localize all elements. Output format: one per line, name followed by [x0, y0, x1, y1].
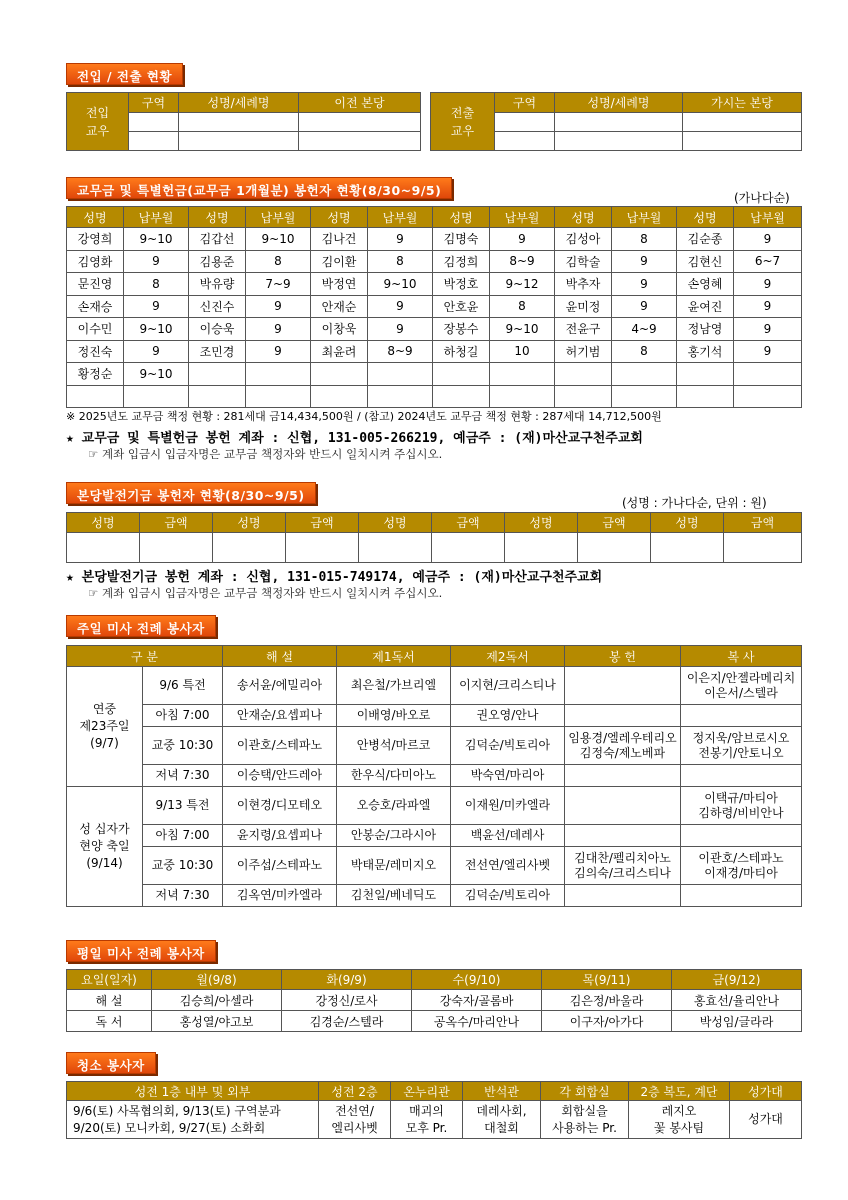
- table-cell: [286, 533, 359, 563]
- sunday-mass-time: 아침 7:00: [143, 705, 223, 727]
- sunday-cell: 김옥연/미카엘라: [223, 885, 337, 907]
- weekday-header: 목(9/11): [542, 970, 672, 990]
- development-header: 금액: [432, 513, 505, 533]
- table-row: [67, 1011, 802, 1032]
- table-cell: 김은정/바울라: [542, 990, 672, 1011]
- table-row: [67, 1101, 802, 1139]
- dues-month-cell: [124, 385, 189, 408]
- transfer-out-header: 구역: [495, 93, 555, 113]
- dues-name-cell: 박유량: [189, 273, 246, 296]
- sunday-cell: [681, 705, 802, 727]
- dues-name-cell: [555, 385, 612, 408]
- cleaning-cell: 성가대: [730, 1101, 802, 1139]
- sunday-cell: 송서윤/에밀리아: [223, 667, 337, 705]
- table-cell: [67, 533, 140, 563]
- transfer-out-header: 성명/세례명: [555, 93, 683, 113]
- table-cell: [179, 113, 299, 132]
- dues-month-cell: 8: [246, 250, 311, 273]
- sunday-section-title: 주일 미사 전례 봉사자: [66, 615, 216, 637]
- sunday-cell: 박태문/레미지오: [337, 847, 451, 885]
- dues-name-cell: 김성아: [555, 228, 612, 251]
- sunday-cell: [565, 765, 681, 787]
- dues-name-cell: [311, 385, 368, 408]
- weekday-header: 요일(일자): [67, 970, 152, 990]
- sunday-cell: 이은지/안젤라메리치 이은서/스텔라: [681, 667, 802, 705]
- dues-name-cell: 손재승: [67, 295, 124, 318]
- sunday-cell: [681, 825, 802, 847]
- dues-month-cell: [490, 385, 555, 408]
- cleaning-section-title: 청소 봉사자: [66, 1052, 156, 1074]
- table-row: [67, 340, 802, 363]
- dues-month-cell: [612, 363, 677, 386]
- dues-month-cell: 9: [612, 250, 677, 273]
- dues-month-cell: 9~10: [490, 318, 555, 341]
- transfer-out-table: [430, 92, 802, 151]
- sunday-cell: 한우식/다미아노: [337, 765, 451, 787]
- development-section-title: 본당발전기금 봉헌자 현황(8/30~9/5): [66, 482, 316, 504]
- dues-header: 납부월: [246, 207, 311, 228]
- dues-name-cell: 정남영: [677, 318, 734, 341]
- sunday-mass-time: 교중 10:30: [143, 727, 223, 765]
- table-cell: [651, 533, 724, 563]
- cleaning-header: 온누리관: [391, 1082, 463, 1101]
- table-cell: [299, 132, 421, 151]
- dues-month-cell: 9~10: [124, 228, 189, 251]
- table-cell: [555, 113, 683, 132]
- sunday-cell: [565, 705, 681, 727]
- cleaning-header: 반석관: [463, 1082, 541, 1101]
- weekday-header: 수(9/10): [412, 970, 542, 990]
- table-row: [67, 705, 802, 727]
- dues-name-cell: 김영화: [67, 250, 124, 273]
- sunday-cell: [565, 787, 681, 825]
- dues-header: 성명: [67, 207, 124, 228]
- sunday-header: 복 사: [681, 646, 802, 667]
- sunday-mass-time: 교중 10:30: [143, 847, 223, 885]
- dues-name-cell: 김현신: [677, 250, 734, 273]
- table-cell: 홍성열/야고보: [152, 1011, 282, 1032]
- transfer-in-header: 구역: [129, 93, 179, 113]
- table-row: [67, 295, 802, 318]
- sunday-cell: 이주섭/스테파노: [223, 847, 337, 885]
- development-header: 금액: [578, 513, 651, 533]
- dues-name-cell: 김학술: [555, 250, 612, 273]
- dues-month-cell: [612, 385, 677, 408]
- sunday-cell: 박숙연/마리아: [451, 765, 565, 787]
- table-cell: [495, 132, 555, 151]
- development-table: [66, 512, 802, 563]
- dues-name-cell: [677, 385, 734, 408]
- sunday-cell: [565, 825, 681, 847]
- dues-name-cell: 김용준: [189, 250, 246, 273]
- sunday-cell: 이현경/디모테오: [223, 787, 337, 825]
- table-cell: [359, 533, 432, 563]
- sunday-cell: 윤지령/요셉피나: [223, 825, 337, 847]
- dues-name-cell: 신진수: [189, 295, 246, 318]
- sunday-cell: 백윤선/데레사: [451, 825, 565, 847]
- sunday-header: 봉 헌: [565, 646, 681, 667]
- dues-name-cell: 박정연: [311, 273, 368, 296]
- sunday-cell: 이택규/마티아 김하령/비비안나: [681, 787, 802, 825]
- table-row: [67, 318, 802, 341]
- table-cell: 김경순/스텔라: [282, 1011, 412, 1032]
- sunday-header: 해 설: [223, 646, 337, 667]
- dues-header: 납부월: [490, 207, 555, 228]
- table-row: [67, 765, 802, 787]
- development-account-note: ☞ 계좌 입금시 입금자명은 교무금 책정자와 반드시 일치시켜 주십시오.: [88, 586, 443, 600]
- cleaning-cell: 레지오 꽃 봉사팀: [629, 1101, 730, 1139]
- dues-name-cell: 문진영: [67, 273, 124, 296]
- sunday-cell: 김덕순/빅토리아: [451, 885, 565, 907]
- dues-month-cell: 7~9: [246, 273, 311, 296]
- table-cell: 박성임/글라라: [672, 1011, 802, 1032]
- transfer-out-label: 전출 교우: [431, 93, 495, 151]
- sunday-cell: 전선연/엘리사벳: [451, 847, 565, 885]
- table-cell: [555, 132, 683, 151]
- dues-month-cell: [734, 385, 802, 408]
- sunday-cell: [681, 765, 802, 787]
- table-cell: 김승희/아셀라: [152, 990, 282, 1011]
- dues-header: 납부월: [124, 207, 189, 228]
- cleaning-header: 각 회합실: [541, 1082, 629, 1101]
- dues-name-cell: 김나건: [311, 228, 368, 251]
- dues-header: 성명: [311, 207, 368, 228]
- table-cell: [683, 113, 802, 132]
- dues-name-cell: [677, 363, 734, 386]
- transfer-in-header: 이전 본당: [299, 93, 421, 113]
- table-cell: 강숙자/골롬바: [412, 990, 542, 1011]
- sunday-cell: 권오영/안나: [451, 705, 565, 727]
- dues-account-note: ☞ 계좌 입금시 입금자명은 교무금 책정자와 반드시 일치시켜 주십시오.: [88, 447, 443, 461]
- dues-month-cell: [246, 363, 311, 386]
- dues-name-cell: 전윤구: [555, 318, 612, 341]
- cleaning-cell: 회합실을 사용하는 Pr.: [541, 1101, 629, 1139]
- dues-name-cell: 윤미정: [555, 295, 612, 318]
- table-row: [67, 228, 802, 251]
- transfer-in-table: [66, 92, 421, 151]
- table-cell: [179, 132, 299, 151]
- dues-month-cell: 9~10: [124, 363, 189, 386]
- weekday-header: 화(9/9): [282, 970, 412, 990]
- dues-month-cell: 9: [734, 228, 802, 251]
- dues-table: [66, 206, 802, 408]
- dues-name-cell: 윤여진: [677, 295, 734, 318]
- development-order-note: (성명 : 가나다순, 단위 : 원): [622, 496, 767, 510]
- dues-month-cell: [734, 363, 802, 386]
- dues-month-cell: 9: [124, 295, 189, 318]
- dues-month-cell: 9: [368, 228, 433, 251]
- table-row: [67, 363, 802, 386]
- dues-month-cell: 9: [490, 228, 555, 251]
- dues-name-cell: 김이환: [311, 250, 368, 273]
- table-cell: [578, 533, 651, 563]
- dues-header: 납부월: [612, 207, 677, 228]
- cleaning-cell: 매괴의 모후 Pr.: [391, 1101, 463, 1139]
- dues-month-cell: 10: [490, 340, 555, 363]
- sunday-header: 제2독서: [451, 646, 565, 667]
- cleaning-header: 성전 1층 내부 및 외부: [67, 1082, 319, 1101]
- sunday-group-label: 연중 제23주일 (9/7): [67, 667, 143, 787]
- dues-header: 납부월: [368, 207, 433, 228]
- dues-month-cell: 9: [246, 318, 311, 341]
- sunday-cell: 이지현/크리스티나: [451, 667, 565, 705]
- sunday-cell: 김덕순/빅토리아: [451, 727, 565, 765]
- table-cell: 홍효선/율리안나: [672, 990, 802, 1011]
- sunday-cell: 안봉순/그라시아: [337, 825, 451, 847]
- table-cell: [724, 533, 802, 563]
- transfer-section-title: 전입 / 전출 현황: [66, 63, 183, 85]
- dues-month-cell: [246, 385, 311, 408]
- transfer-in-label: 전입 교우: [67, 93, 129, 151]
- development-header: 성명: [67, 513, 140, 533]
- dues-header: 납부월: [734, 207, 802, 228]
- sunday-header: 구 분: [67, 646, 223, 667]
- dues-name-cell: 손영혜: [677, 273, 734, 296]
- dues-month-cell: [490, 363, 555, 386]
- cleaning-header: 성가대: [730, 1082, 802, 1101]
- dues-month-cell: 6~7: [734, 250, 802, 273]
- dues-name-cell: 박정호: [433, 273, 490, 296]
- dues-month-cell: 9~10: [124, 318, 189, 341]
- dues-header: 성명: [433, 207, 490, 228]
- dues-month-cell: [368, 363, 433, 386]
- dues-month-cell: 9: [612, 273, 677, 296]
- sunday-cell: 이재원/미카엘라: [451, 787, 565, 825]
- dues-stats-note: ※ 2025년도 교무금 책정 현황 : 281세대 금14,434,500원 / (참고) 2024년도 교무금 책정 현황 : 287세대 14,712,500원: [66, 410, 662, 423]
- dues-month-cell: 9: [734, 318, 802, 341]
- table-row: [67, 727, 802, 765]
- dues-month-cell: 9: [368, 318, 433, 341]
- development-header: 금액: [140, 513, 213, 533]
- cleaning-header: 성전 2층: [319, 1082, 391, 1101]
- dues-month-cell: 8: [612, 340, 677, 363]
- sunday-mass-table: [66, 645, 802, 907]
- dues-month-cell: 9: [246, 340, 311, 363]
- table-row: [67, 273, 802, 296]
- dues-name-cell: 강영희: [67, 228, 124, 251]
- dues-order-note: (가나다순): [734, 191, 790, 205]
- dues-header: 성명: [555, 207, 612, 228]
- weekday-mass-table: [66, 969, 802, 1032]
- cleaning-cell: 9/6(토) 사목협의회, 9/13(토) 구역분과 9/20(토) 모니카회, 9/27(토) 소화회: [67, 1101, 319, 1139]
- dues-month-cell: 9~10: [368, 273, 433, 296]
- dues-name-cell: [433, 363, 490, 386]
- sunday-cell: 최은철/가브리엘: [337, 667, 451, 705]
- cleaning-cell: 전선연/ 엘리사벳: [319, 1101, 391, 1139]
- dues-month-cell: 8: [490, 295, 555, 318]
- dues-month-cell: 9: [124, 250, 189, 273]
- development-header: 성명: [651, 513, 724, 533]
- dues-month-cell: 8~9: [490, 250, 555, 273]
- development-account: ★ 본당발전기금 봉헌 계좌 : 신협, 131-015-749174, 예금주 : (재)마산교구천주교회: [66, 570, 603, 585]
- dues-header: 성명: [677, 207, 734, 228]
- dues-name-cell: 이승욱: [189, 318, 246, 341]
- sunday-cell: 안재순/요셉피나: [223, 705, 337, 727]
- dues-month-cell: 8: [368, 250, 433, 273]
- dues-month-cell: 9: [246, 295, 311, 318]
- dues-name-cell: 안재순: [311, 295, 368, 318]
- dues-name-cell: [189, 385, 246, 408]
- dues-name-cell: [67, 385, 124, 408]
- table-cell: [432, 533, 505, 563]
- dues-month-cell: 8: [612, 228, 677, 251]
- dues-month-cell: 9: [612, 295, 677, 318]
- development-header: 금액: [286, 513, 359, 533]
- dues-month-cell: [368, 385, 433, 408]
- table-row: [67, 667, 802, 705]
- table-row: [67, 885, 802, 907]
- table-row: [67, 250, 802, 273]
- dues-month-cell: 9: [734, 340, 802, 363]
- sunday-cell: 이관호/스테파노 이재경/마티아: [681, 847, 802, 885]
- weekday-role: 독 서: [67, 1011, 152, 1032]
- table-cell: [140, 533, 213, 563]
- development-header: 성명: [213, 513, 286, 533]
- dues-name-cell: [189, 363, 246, 386]
- weekday-header: 금(9/12): [672, 970, 802, 990]
- table-row: [67, 825, 802, 847]
- dues-month-cell: 9~10: [246, 228, 311, 251]
- cleaning-cell: 데레사회, 대철회: [463, 1101, 541, 1139]
- dues-name-cell: [433, 385, 490, 408]
- sunday-cell: 이승택/안드레아: [223, 765, 337, 787]
- dues-name-cell: 조민경: [189, 340, 246, 363]
- dues-name-cell: 김갑선: [189, 228, 246, 251]
- sunday-mass-time: 9/13 특전: [143, 787, 223, 825]
- table-cell: [213, 533, 286, 563]
- table-row: [67, 385, 802, 408]
- table-row: [67, 847, 802, 885]
- dues-month-cell: 9: [734, 273, 802, 296]
- cleaning-table: [66, 1081, 802, 1139]
- table-cell: [495, 113, 555, 132]
- weekday-section-title: 평일 미사 전례 봉사자: [66, 940, 216, 962]
- dues-month-cell: 9: [734, 295, 802, 318]
- dues-name-cell: 홍기석: [677, 340, 734, 363]
- sunday-mass-time: 저녁 7:30: [143, 885, 223, 907]
- sunday-cell: 정지욱/암브로시오 전봉기/안토니오: [681, 727, 802, 765]
- dues-month-cell: 9~12: [490, 273, 555, 296]
- dues-name-cell: 안호윤: [433, 295, 490, 318]
- dues-month-cell: 9: [368, 295, 433, 318]
- sunday-cell: 이관호/스테파노: [223, 727, 337, 765]
- table-cell: 이구자/아가다: [542, 1011, 672, 1032]
- weekday-role: 해 설: [67, 990, 152, 1011]
- dues-month-cell: 8~9: [368, 340, 433, 363]
- dues-name-cell: 이창욱: [311, 318, 368, 341]
- sunday-cell: 안병석/마르코: [337, 727, 451, 765]
- transfer-in-header: 성명/세례명: [179, 93, 299, 113]
- table-cell: 강정신/로사: [282, 990, 412, 1011]
- dues-account: ★ 교무금 및 특별헌금 봉헌 계좌 : 신협, 131-005-266219, 예금주 : (재)마산교구천주교회: [66, 431, 643, 446]
- sunday-header: 제1독서: [337, 646, 451, 667]
- weekday-header: 월(9/8): [152, 970, 282, 990]
- development-header: 성명: [359, 513, 432, 533]
- transfer-out-header: 가시는 본당: [683, 93, 802, 113]
- dues-name-cell: 이수민: [67, 318, 124, 341]
- sunday-cell: 이배영/바오로: [337, 705, 451, 727]
- sunday-cell: 임용경/엘레우테리오 김정숙/제노베파: [565, 727, 681, 765]
- dues-name-cell: [555, 363, 612, 386]
- dues-name-cell: 김순종: [677, 228, 734, 251]
- dues-month-cell: 8: [124, 273, 189, 296]
- dues-name-cell: 최윤려: [311, 340, 368, 363]
- dues-section-title: 교무금 및 특별헌금(교무금 1개월분) 봉헌자 현황(8/30~9/5): [66, 177, 452, 199]
- dues-month-cell: 9: [124, 340, 189, 363]
- table-cell: [505, 533, 578, 563]
- development-header: 금액: [724, 513, 802, 533]
- sunday-cell: 오승호/라파엘: [337, 787, 451, 825]
- sunday-cell: 김대찬/펠리치아노 김의숙/크리스티나: [565, 847, 681, 885]
- table-cell: [299, 113, 421, 132]
- table-row: [67, 787, 802, 825]
- dues-name-cell: 장봉수: [433, 318, 490, 341]
- cleaning-header: 2층 복도, 계단: [629, 1082, 730, 1101]
- dues-name-cell: 김명숙: [433, 228, 490, 251]
- table-cell: [683, 132, 802, 151]
- sunday-cell: [681, 885, 802, 907]
- table-cell: [129, 132, 179, 151]
- dues-month-cell: 4~9: [612, 318, 677, 341]
- development-header: 성명: [505, 513, 578, 533]
- table-cell: [129, 113, 179, 132]
- sunday-mass-time: 저녁 7:30: [143, 765, 223, 787]
- sunday-cell: [565, 667, 681, 705]
- dues-name-cell: 하청길: [433, 340, 490, 363]
- table-cell: 공옥수/마리안나: [412, 1011, 542, 1032]
- dues-header: 성명: [189, 207, 246, 228]
- dues-name-cell: 김정희: [433, 250, 490, 273]
- sunday-mass-time: 9/6 특전: [143, 667, 223, 705]
- dues-name-cell: 황정순: [67, 363, 124, 386]
- dues-name-cell: 정진숙: [67, 340, 124, 363]
- sunday-mass-time: 아침 7:00: [143, 825, 223, 847]
- sunday-group-label: 성 십자가 현양 축일 (9/14): [67, 787, 143, 907]
- sunday-cell: 김천일/베네딕도: [337, 885, 451, 907]
- dues-name-cell: 박추자: [555, 273, 612, 296]
- dues-name-cell: [311, 363, 368, 386]
- dues-name-cell: 허기범: [555, 340, 612, 363]
- table-row: [67, 990, 802, 1011]
- sunday-cell: [565, 885, 681, 907]
